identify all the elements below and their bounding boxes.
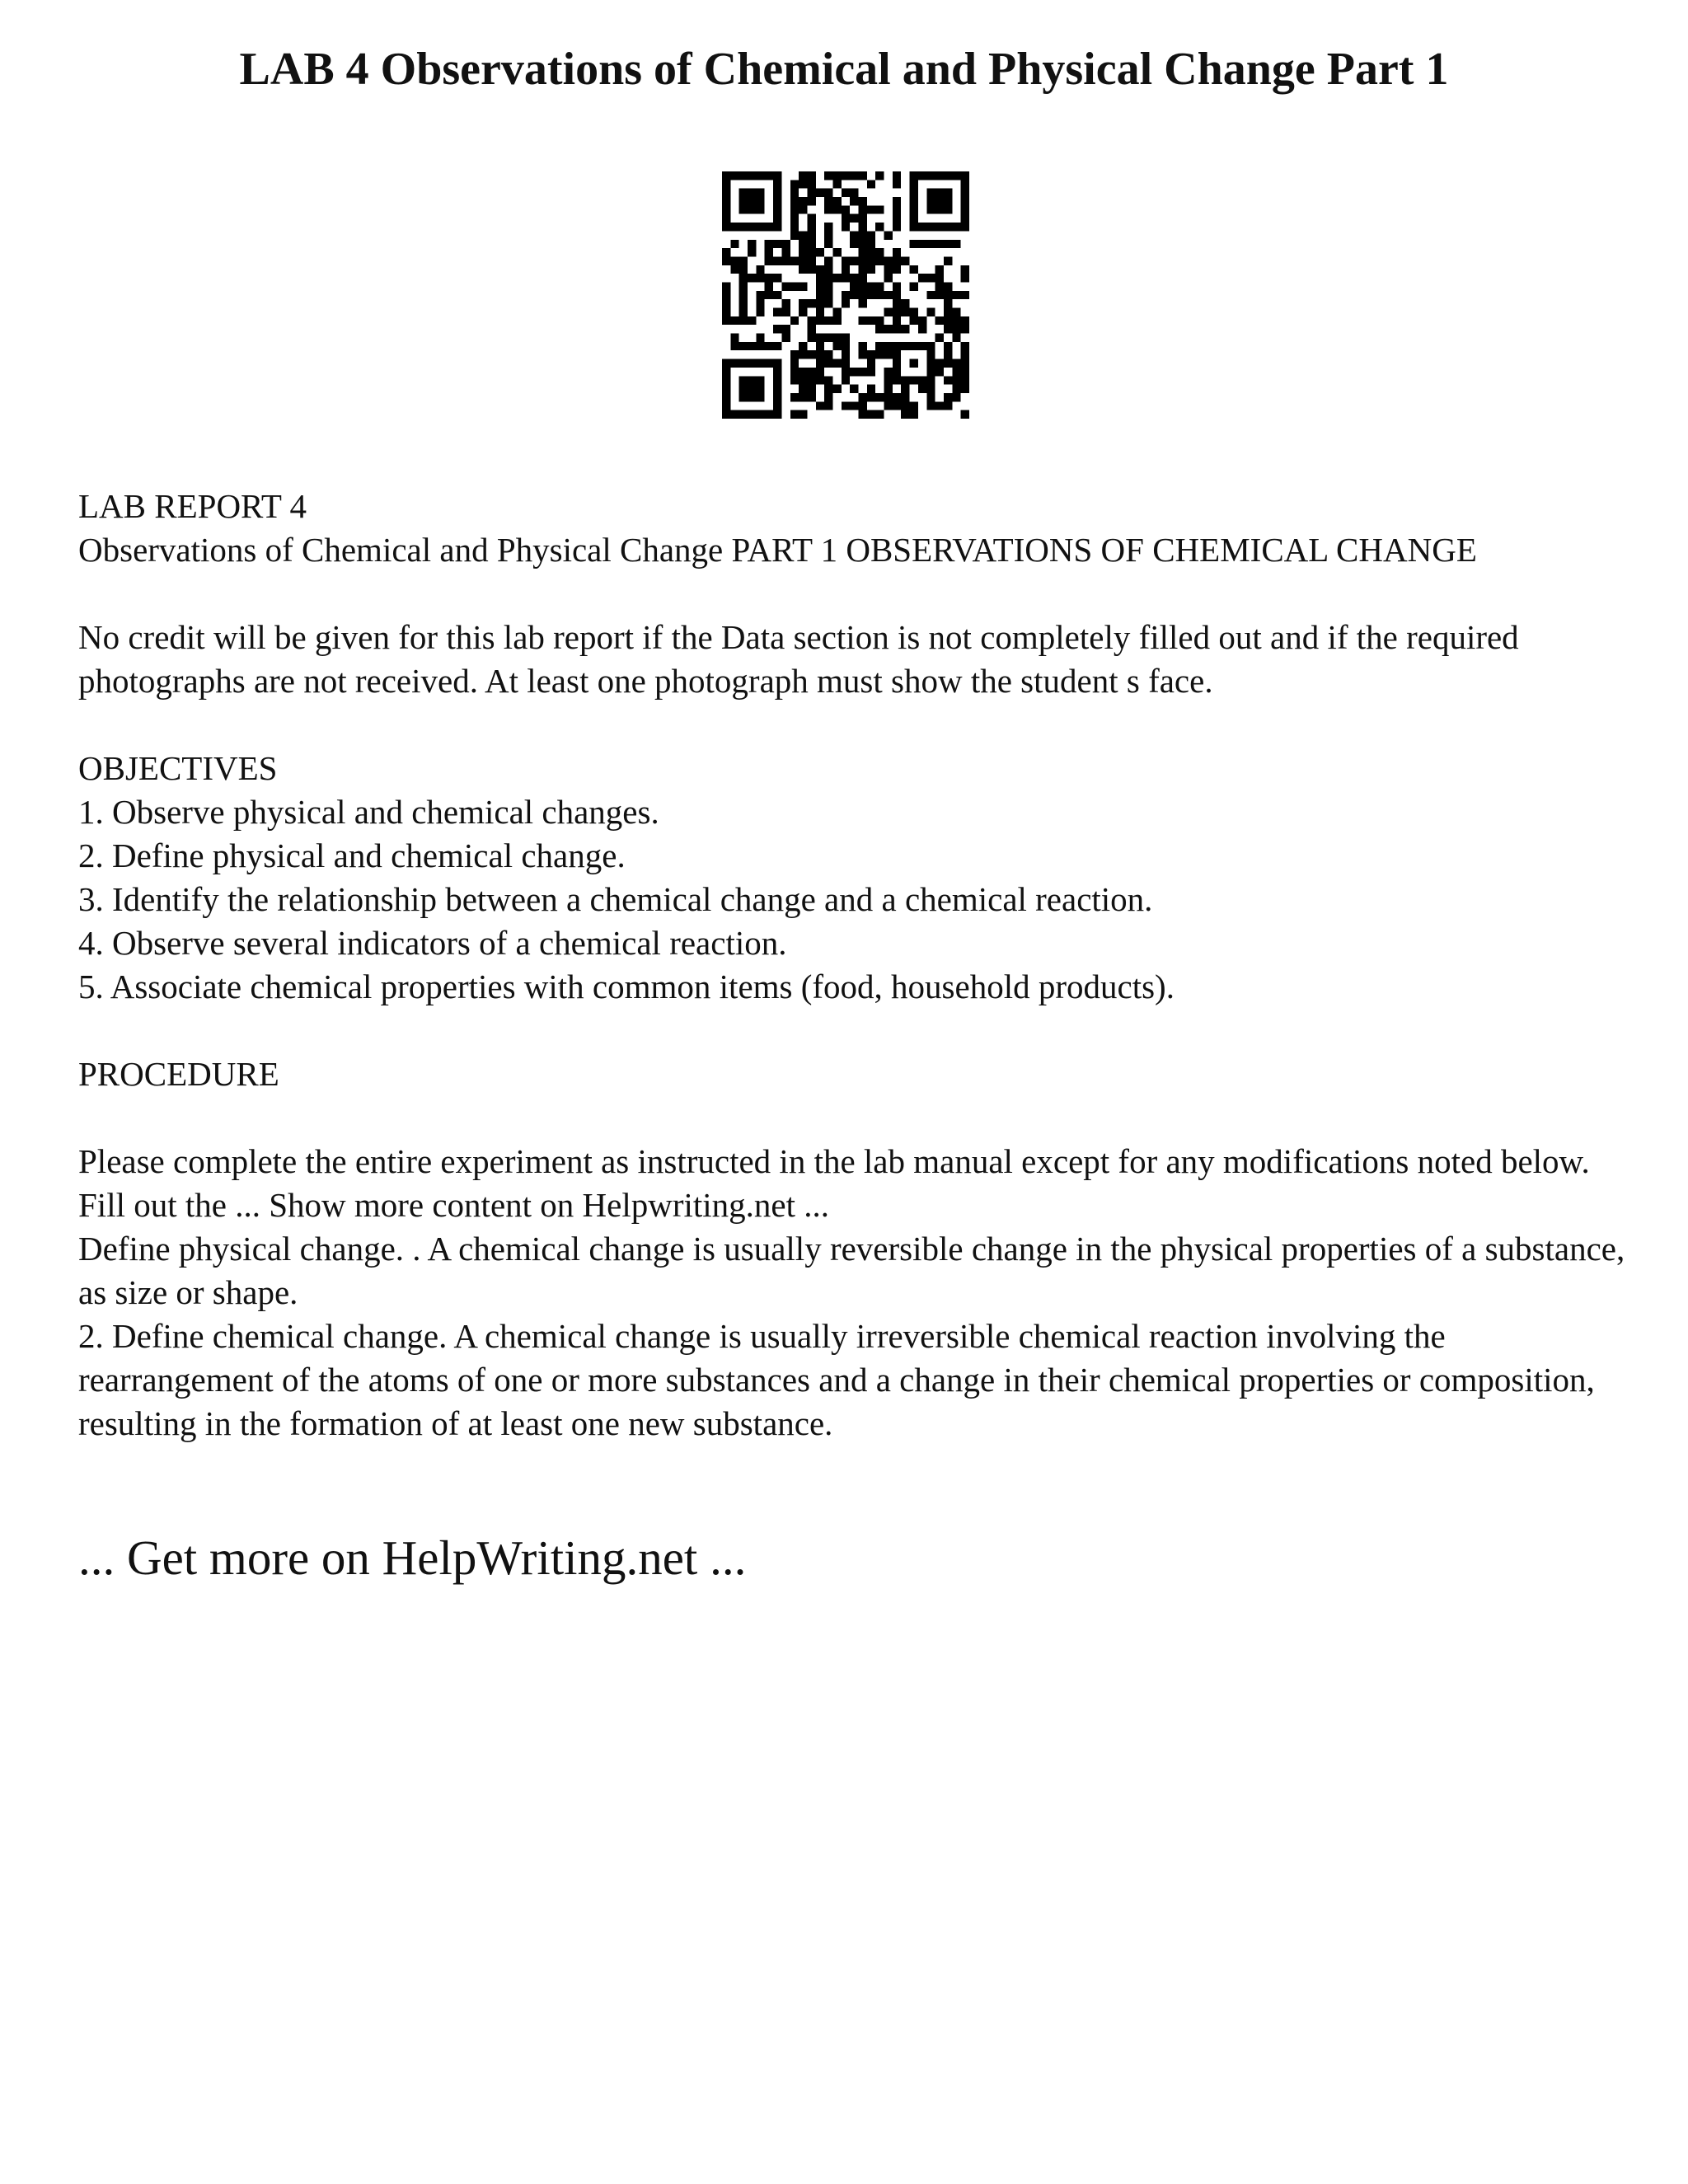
objective-item: 2. Define physical and chemical change. (78, 837, 626, 874)
objective-item: 1. Observe physical and chemical changes. (78, 793, 659, 831)
procedure-heading: PROCEDURE (78, 1055, 279, 1093)
procedure-text: Please complete the entire experiment as instructed in the lab manual except for any modifications noted below. Fill out the ... Show more content on Helpwriting.net ... (78, 1142, 1590, 1224)
credit-notice: No credit will be given for this lab report if the Data section is not completely filled out and if the required photographs are not received. At least one photograph must show the student s face. (78, 618, 1519, 700)
page-title: LAB 4 Observations of Chemical and Physical Change Part 1 (239, 44, 1449, 95)
chemical-change-definition: 2. Define chemical change. A chemical change is usually irreversible chemical reaction involving the rearrangement of the atoms of one or more substances and a change in their chemical properties or composition, resulting in the formation of at least one new substance. (78, 1317, 1595, 1442)
physical-change-definition: Define physical change. . A chemical change is usually reversible change in the physical properties of a substance, as size or shape. (78, 1230, 1625, 1311)
objective-item: 5. Associate chemical properties with common items (food, household products). (78, 968, 1175, 1005)
objective-item: 4. Observe several indicators of a chemical reaction. (78, 924, 787, 962)
objective-item: 3. Identify the relationship between a chemical change and a chemical reaction. (78, 880, 1153, 918)
objectives-heading: OBJECTIVES (78, 749, 278, 787)
report-subtitle: Observations of Chemical and Physical Change PART 1 OBSERVATIONS OF CHEMICAL CHANGE (78, 531, 1477, 569)
get-more-link[interactable]: ... Get more on HelpWriting.net ... (78, 1530, 747, 1585)
report-body (78, 485, 1628, 1446)
report-heading: LAB REPORT 4 (78, 487, 307, 525)
qr-code-icon (722, 171, 969, 419)
